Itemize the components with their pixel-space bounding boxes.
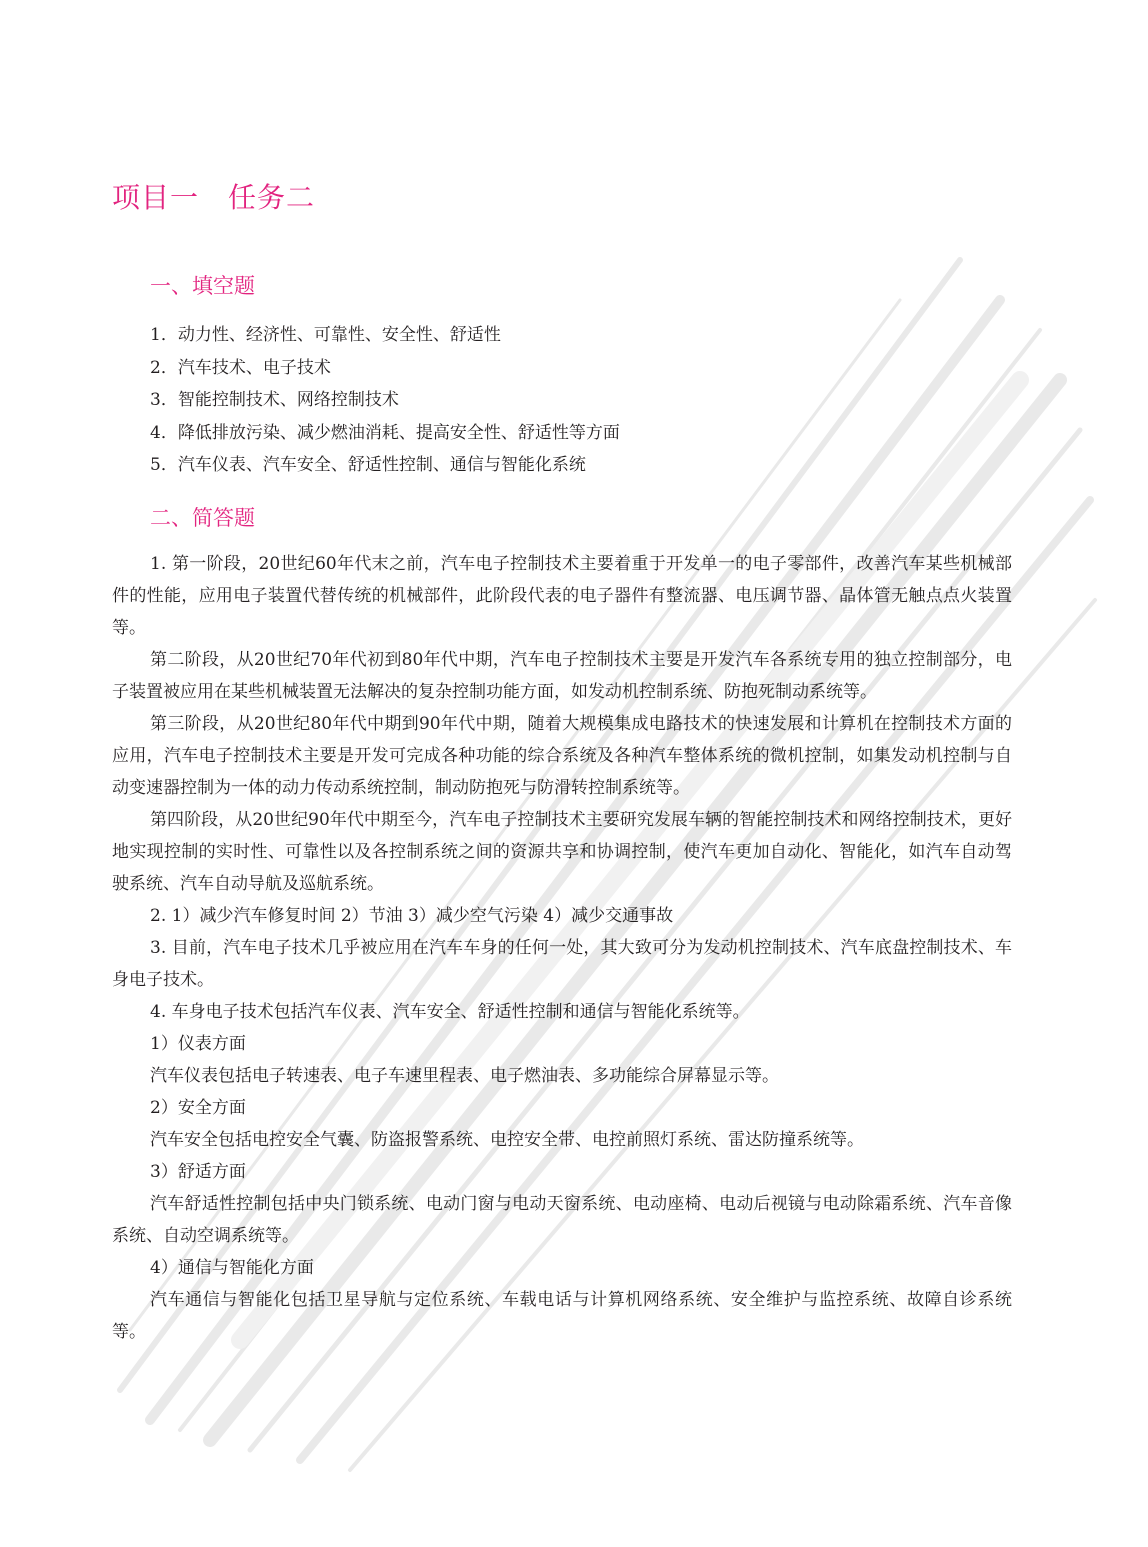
short-answer-heading: 二、简答题 [150,506,255,530]
short-answer-body [112,548,1012,1348]
fill-in-list [150,319,620,482]
paragraph: 第四阶段，从20世纪90年代中期至今，汽车电子控制技术主要研究发展车辆的智能控制技术和网络控制技术，更好地实现控制的实时性、可靠性以及各控制系统之间的资源共享和协调控制，使汽车更加自动化、智能化，如汽车自动驾驶系统、汽车自动导航及巡航系统。 [112,810,1012,894]
list-item: 3．智能控制技术、网络控制技术 [150,390,399,410]
paragraph: 第二阶段，从20世纪70年代初到80年代中期，汽车电子控制技术主要是开发汽车各系统专用的独立控制部分，电子装置被应用在某些机械装置无法解决的复杂控制功能方面，如发动机控制系统、防抱死制动系统等。 [112,650,1012,702]
paragraph: 3. 目前，汽车电子技术几乎被应用在汽车车身的任何一处，其大致可分为发动机控制技术、汽车底盘控制技术、车身电子技术。 [112,938,1012,990]
paragraph: 汽车通信与智能化包括卫星导航与定位系统、车载电话与计算机网络系统、安全维护与监控系统、故障自诊系统等。 [112,1290,1012,1342]
paragraph: 汽车安全包括电控安全气囊、防盗报警系统、电控安全带、电控前照灯系统、雷达防撞系统等。 [150,1130,864,1150]
paragraph: 1. 第一阶段，20世纪60年代末之前，汽车电子控制技术主要着重于开发单一的电子零部件，改善汽车某些机械部件的性能，应用电子装置代替传统的机械部件，此阶段代表的电子器件有整流器、电压调节器、晶体管无触点点火装置等。 [112,554,1012,638]
paragraph: 2）安全方面 [150,1098,246,1118]
paragraph: 4. 车身电子技术包括汽车仪表、汽车安全、舒适性控制和通信与智能化系统等。 [150,1002,750,1022]
paragraph: 1）仪表方面 [150,1034,246,1054]
list-item: 5．汽车仪表、汽车安全、舒适性控制、通信与智能化系统 [150,455,586,475]
page-title: 项目一 任务二 [112,181,316,214]
list-item: 1．动力性、经济性、可靠性、安全性、舒适性 [150,325,501,345]
list-item: 4．降低排放污染、减少燃油消耗、提高安全性、舒适性等方面 [150,422,620,443]
paragraph: 4）通信与智能化方面 [150,1258,314,1278]
list-item: 2．汽车技术、电子技术 [150,357,331,378]
paragraph: 3）舒适方面 [150,1162,246,1182]
fill-in-heading: 一、填空题 [150,274,255,298]
paragraph: 2. 1）减少汽车修复时间 2）节油 3）减少空气污染 4）减少交通事故 [150,906,674,926]
paragraph: 第三阶段，从20世纪80年代中期到90年代中期，随着大规模集成电路技术的快速发展和计算机在控制技术方面的应用，汽车电子控制技术主要是开发可完成各种功能的综合系统及各种汽车整体系统的微机控制，如集发动机控制与自动变速器控制为一体的动力传动系统控制，制动防抱死与防滑转控制系统等。 [112,714,1012,798]
paragraph: 汽车舒适性控制包括中央门锁系统、电动门窗与电动天窗系统、电动座椅、电动后视镜与电动除霜系统、汽车音像系统、自动空调系统等。 [112,1194,1012,1246]
paragraph: 汽车仪表包括电子转速表、电子车速里程表、电子燃油表、多功能综合屏幕显示等。 [150,1066,779,1086]
